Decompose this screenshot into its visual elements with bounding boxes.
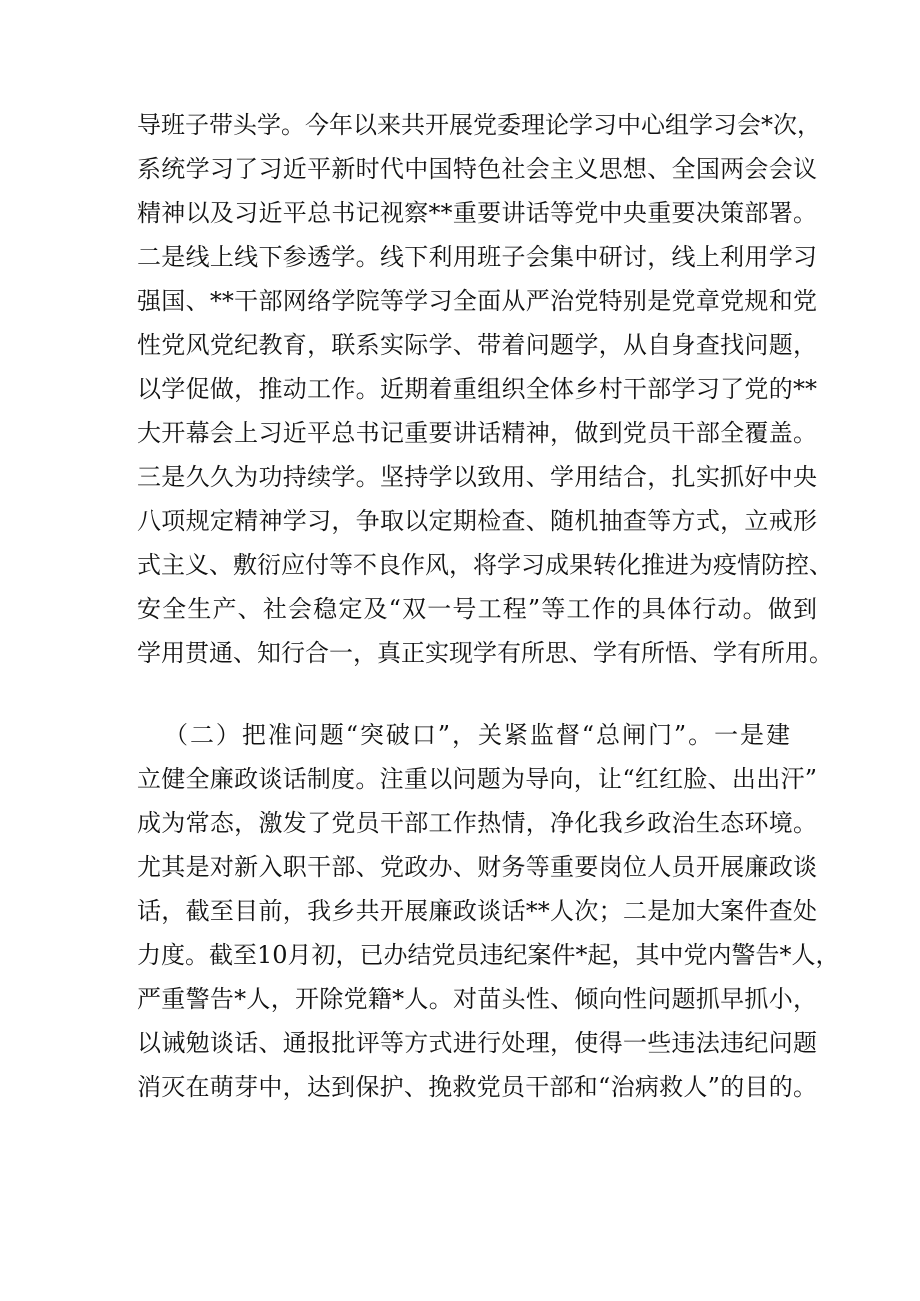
text-line: 力度。截至10月初，已办结党员违纪案件*起，其中党内警告*人， bbox=[137, 941, 840, 969]
text-line: 大开幕会上习近平总书记重要讲话精神，做到党员干部全覆盖。 bbox=[137, 419, 817, 447]
text-line: 成为常态，激发了党员干部工作热情，净化我乡政治生态环境。 bbox=[137, 809, 817, 837]
text-line: 学用贯通、知行合一，真正实现学有所思、学有所悟、学有所用。 bbox=[137, 639, 833, 667]
text-line: 消灭在萌芽中，达到保护、挽救党员干部和“治病救人”的目的。 bbox=[137, 1073, 817, 1101]
text-line: 立健全廉政谈话制度。注重以问题为导向，让“红红脸、出出汗” bbox=[137, 765, 817, 793]
text-line: 性党风党纪教育，联系实际学、带着问题学，从自身查找问题， bbox=[137, 331, 817, 359]
text-line: 强国、**干部网络学院等学习全面从严治党特别是党章党规和党 bbox=[137, 287, 817, 315]
text-line: 安全生产、社会稳定及“双一号工程”等工作的具体行动。做到 bbox=[137, 595, 817, 623]
text-line: 以学促做，推动工作。近期着重组织全体乡村干部学习了党的** bbox=[137, 375, 817, 403]
text-line: 三是久久为功持续学。坚持学以致用、学用结合，扎实抓好中央 bbox=[137, 463, 817, 491]
text-line: 系统学习了习近平新时代中国特色社会主义思想、全国两会会议 bbox=[137, 155, 817, 183]
text-line: 以诫勉谈话、通报批评等方式进行处理，使得一些违法违纪问题 bbox=[137, 1029, 817, 1057]
text-line: 话，截至目前，我乡共开展廉政谈话**人次；二是加大案件查处 bbox=[137, 897, 817, 925]
text-line: 式主义、敷衍应付等不良作风，将学习成果转化推进为疫情防控、 bbox=[137, 551, 833, 579]
text-line: 尤其是对新入职干部、党政办、财务等重要岗位人员开展廉政谈 bbox=[137, 853, 817, 881]
text-line: 严重警告*人，开除党籍*人。对苗头性、倾向性问题抓早抓小， bbox=[137, 985, 817, 1013]
text-line: 二是线上线下参透学。线下利用班子会集中研讨，线上利用学习 bbox=[137, 243, 817, 271]
text-line: 精神以及习近平总书记视察**重要讲话等党中央重要决策部署。 bbox=[137, 199, 817, 227]
text-line: 八项规定精神学习，争取以定期检查、随机抽查等方式，立戒形 bbox=[137, 507, 817, 535]
text-line: （二）把准问题“突破口”，关紧监督“总闸门”。一是建 bbox=[164, 721, 790, 749]
text-line: 导班子带头学。今年以来共开展党委理论学习中心组学习会*次， bbox=[137, 111, 821, 139]
